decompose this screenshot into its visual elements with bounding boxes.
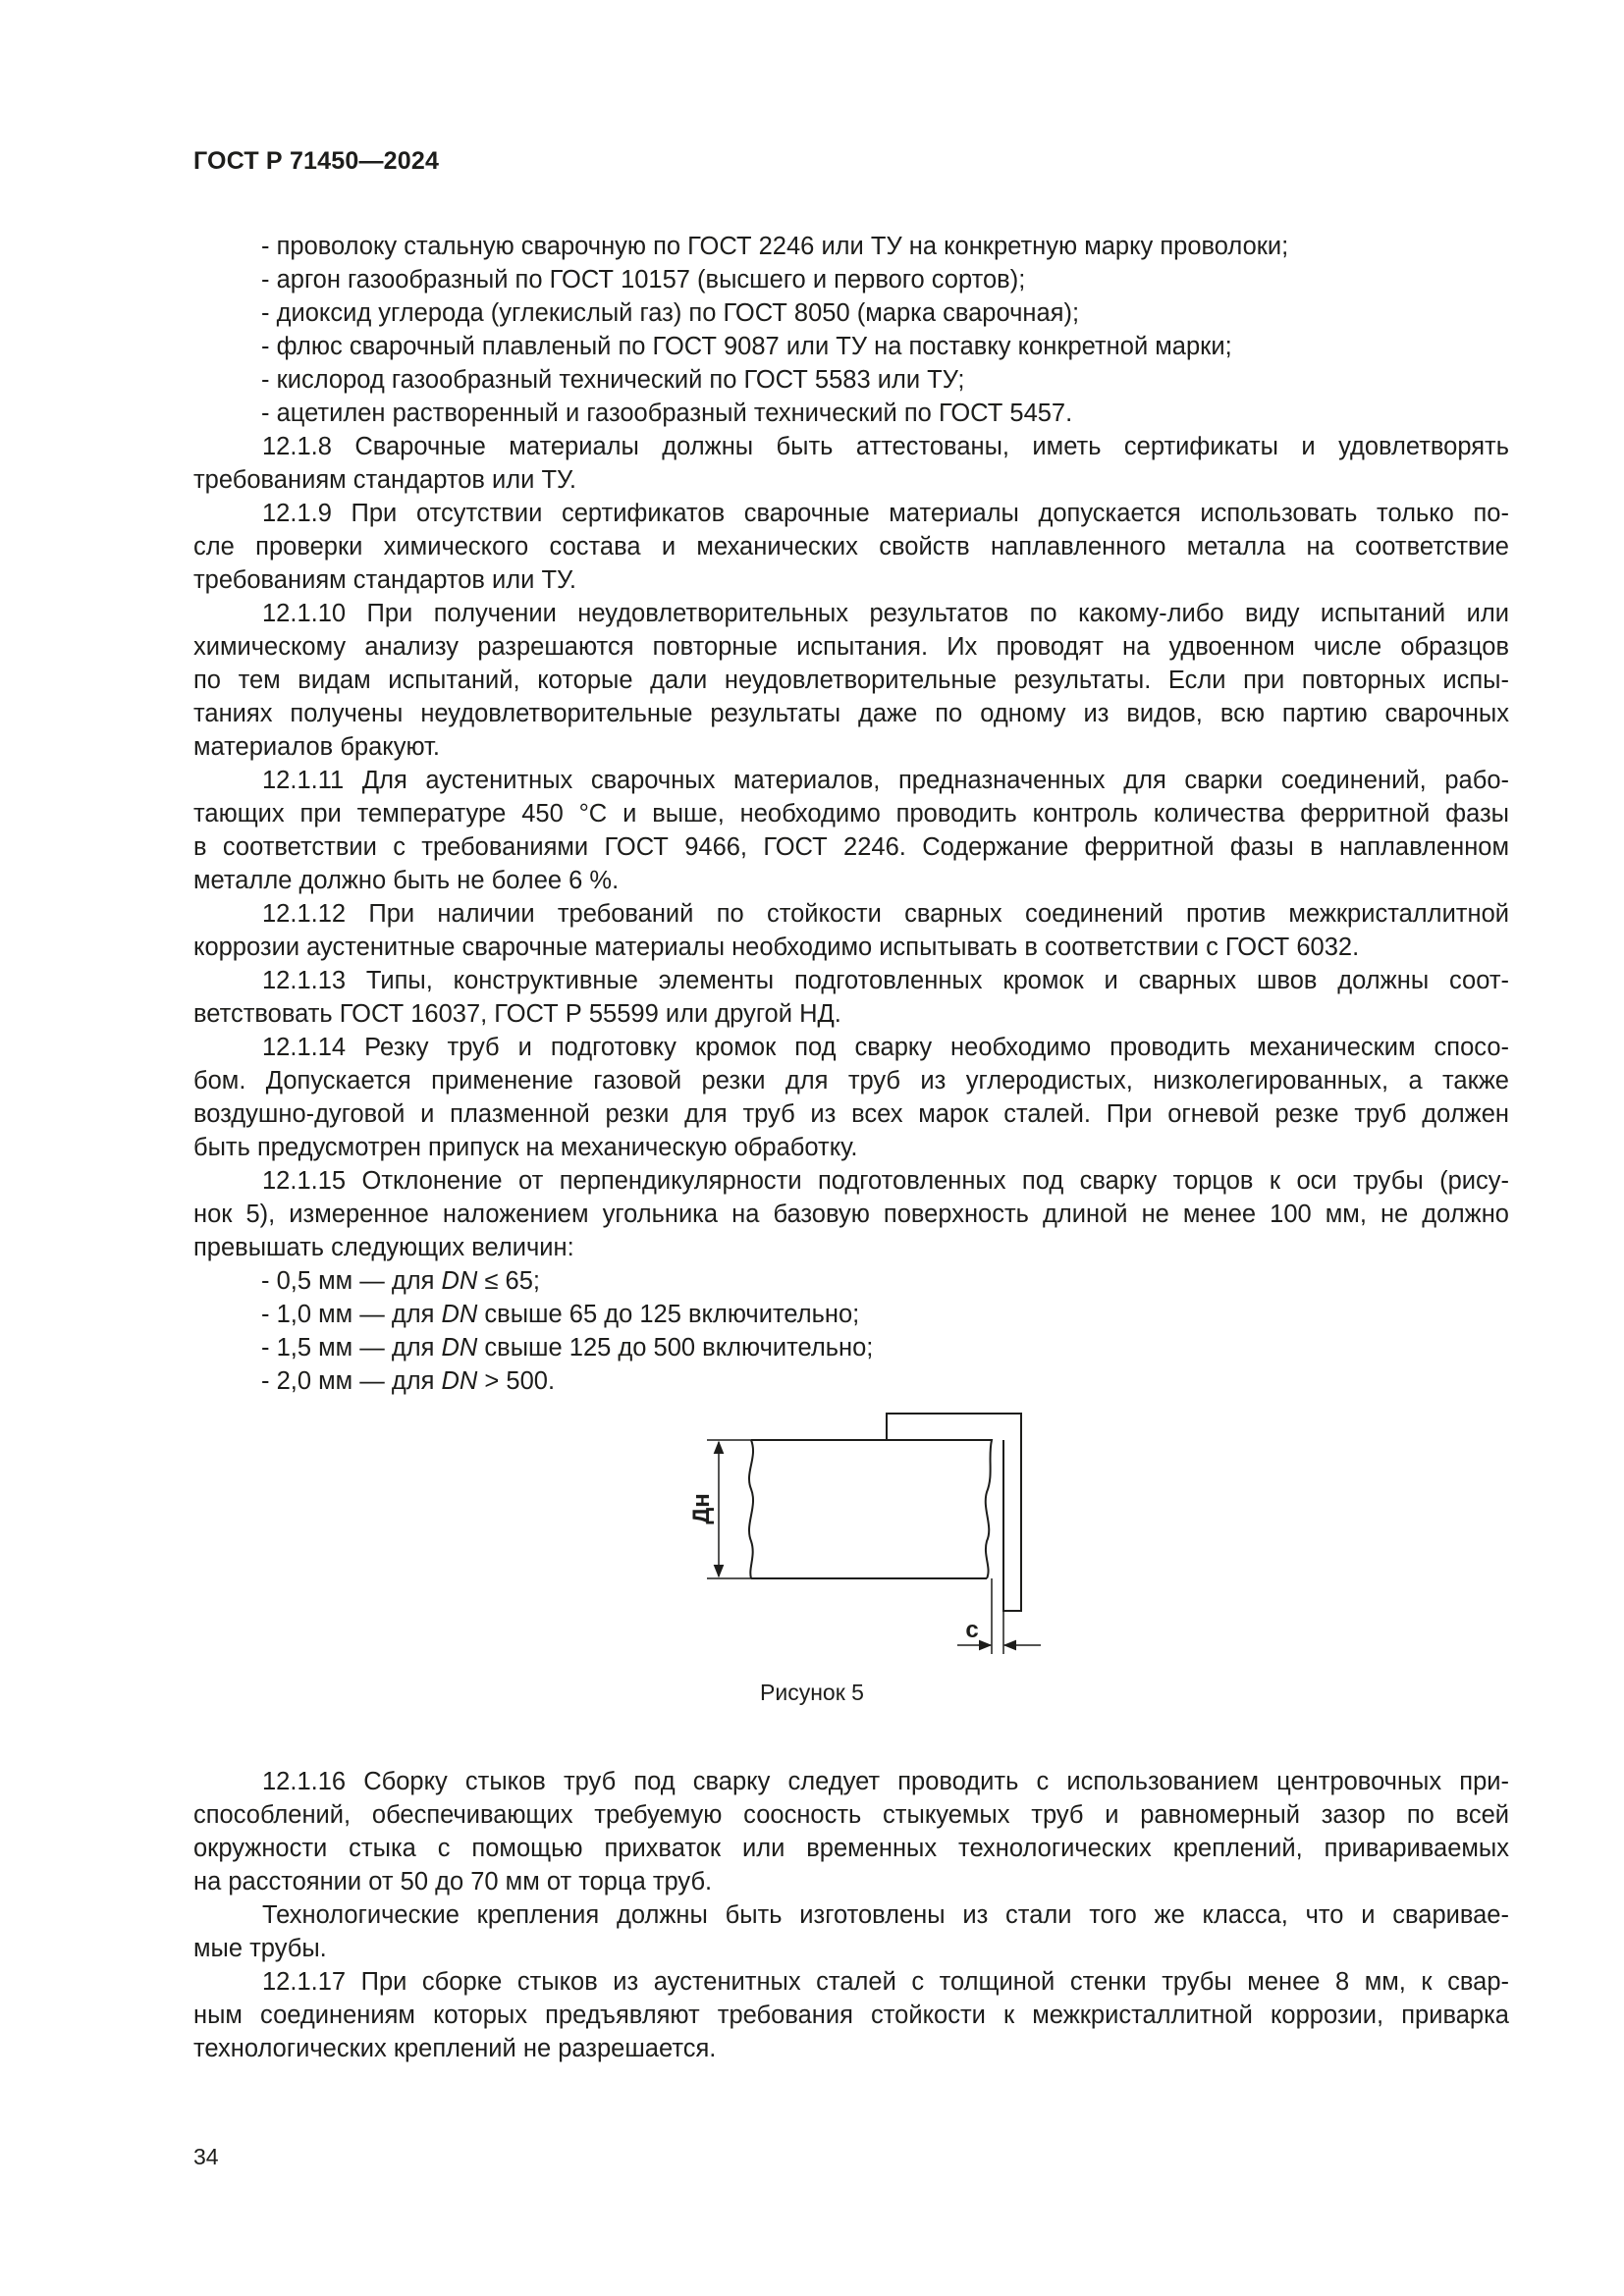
paragraph-line: коррозии аустенитные сварочные материалы необходимо испытывать в соответствии с ГОСТ 6032. <box>193 934 1360 961</box>
paragraph-line: в соответствии с требованиями ГОСТ 9466, ГОСТ 2246. Содержание ферритной фазы в наплавленном <box>193 833 1509 861</box>
paragraph-line: превышать следующих величин: <box>193 1234 574 1261</box>
paragraph-line: 12.1.13 Типы, конструктивные элементы подготовленных кромок и сварных швов должны соот- <box>262 967 1509 994</box>
tolerance-item: - 1,0 мм — для DN свыше 65 до 125 включительно; <box>261 1301 860 1328</box>
pipe-outline <box>749 1440 992 1578</box>
tolerance-item: - 2,0 мм — для DN > 500. <box>261 1367 556 1395</box>
paragraph-line: Технологические крепления должны быть изготовлены из стали того же класса, что и сваривае- <box>262 1901 1509 1929</box>
list-item: - флюс сварочный плавленый по ГОСТ 9087 или ТУ на поставку конкретной марки; <box>261 333 1232 360</box>
paragraph-line: требованиям стандартов или ТУ. <box>193 466 576 494</box>
paragraph-line: 12.1.15 Отклонение от перпендикулярности подготовленных под сварку торцов к оси трубы (рису- <box>262 1167 1509 1195</box>
gap-label: c <box>965 1617 979 1643</box>
paragraph-line: материалов бракуют. <box>193 733 440 761</box>
paragraph-line: ным соединениям которых предъявляют требования стойкости к межкристаллитной коррозии, приварка <box>193 2002 1509 2029</box>
paragraph-line: требованиям стандартов или ТУ. <box>193 566 576 594</box>
paragraph-line: 12.1.9 При отсутствии сертификатов сварочные материалы допускается использовать только по- <box>262 500 1509 527</box>
paragraph-line: 12.1.8 Сварочные материалы должны быть аттестованы, иметь сертификаты и удовлетворять <box>262 433 1509 460</box>
paragraph-line: нок 5), измеренное наложением угольника на базовую поверхность длиной не менее 100 мм, не должно <box>193 1201 1509 1228</box>
paragraph-line: бом. Допускается применение газовой резки для труб из углеродистых, низколегированных, а также <box>193 1067 1509 1095</box>
paragraph-line: на расстоянии от 50 до 70 мм от торца труб. <box>193 1868 713 1896</box>
paragraph-line: мые трубы. <box>193 1935 327 1962</box>
paragraph-line: 12.1.17 При сборке стыков из аустенитных сталей с толщиной стенки трубы менее 8 мм, к свар- <box>262 1968 1509 1996</box>
tolerance-item: - 0,5 мм — для DN ≤ 65; <box>261 1267 540 1295</box>
list-item: - проволоку стальную сварочную по ГОСТ 2246 или ТУ на конкретную марку проволоки; <box>261 233 1289 260</box>
paragraph-line: окружности стыка с помощью прихваток или временных технологических креплений, привариваемых <box>193 1835 1509 1862</box>
paragraph-line: быть предусмотрен припуск на механическую обработку. <box>193 1134 858 1161</box>
paragraph-line: тающих при температуре 450 °С и выше, необходимо проводить контроль количества ферритной фазы <box>193 800 1509 828</box>
figure-caption: Рисунок 5 <box>760 1680 864 1705</box>
paragraph-line: 12.1.14 Резку труб и подготовку кромок под сварку необходимо проводить механическим спосо- <box>262 1034 1509 1061</box>
tolerance-item: - 1,5 мм — для DN свыше 125 до 500 включительно; <box>261 1334 874 1362</box>
paragraph-line: таниях получены неудовлетворительные результаты даже по одному из видов, всю партию сварочных <box>193 700 1509 727</box>
paragraph-line: воздушно-дуговой и плазменной резки для труб из всех марок сталей. При огневой резке труб должен <box>193 1100 1509 1128</box>
list-item: - ацетилен растворенный и газообразный технический по ГОСТ 5457. <box>261 400 1073 427</box>
paragraph-line: 12.1.11 Для аустенитных сварочных материалов, предназначенных для сварки соединений, рабо- <box>262 767 1509 794</box>
paragraph-line: технологических креплений не разрешается. <box>193 2035 717 2062</box>
list-item: - кислород газообразный технический по ГОСТ 5583 или ТУ; <box>261 366 965 394</box>
paragraph-line: химическому анализу разрешаются повторные испытания. Их проводят на удвоенном числе образцов <box>193 633 1509 661</box>
diameter-label: Дн <box>688 1493 715 1524</box>
paragraph-line: по тем видам испытаний, которые дали неудовлетворительные результаты. Если при повторных испы- <box>193 667 1509 694</box>
try-square <box>887 1414 1021 1611</box>
paragraph-line: 12.1.12 При наличии требований по стойкости сварных соединений против межкристаллитной <box>262 900 1509 928</box>
text-block-upper <box>193 230 1509 1398</box>
document-header: ГОСТ Р 71450—2024 <box>193 147 440 175</box>
figure-5-drawing <box>648 1379 1060 1674</box>
paragraph-line: сле проверки химического состава и механических свойств наплавленного металла на соответствие <box>193 533 1509 561</box>
paragraph-line: способлений, обеспечивающих требуемую соосность стыкуемых труб и равномерный зазор по всей <box>193 1801 1509 1829</box>
text-block-lower <box>193 1765 1509 2065</box>
list-item: - диоксид углерода (углекислый газ) по ГОСТ 8050 (марка сварочная); <box>261 299 1080 327</box>
paragraph-line: 12.1.10 При получении неудовлетворительных результатов по какому-либо виду испытаний или <box>262 600 1509 627</box>
list-item: - аргон газообразный по ГОСТ 10157 (высшего и первого сортов); <box>261 266 1026 294</box>
paragraph-line: металле должно быть не более 6 %. <box>193 867 620 894</box>
paragraph-line: ветствовать ГОСТ 16037, ГОСТ Р 55599 или другой НД. <box>193 1000 841 1028</box>
paragraph-line: 12.1.16 Сборку стыков труб под сварку следует проводить с использованием центровочных при- <box>262 1768 1509 1795</box>
page-number: 34 <box>193 2144 219 2169</box>
